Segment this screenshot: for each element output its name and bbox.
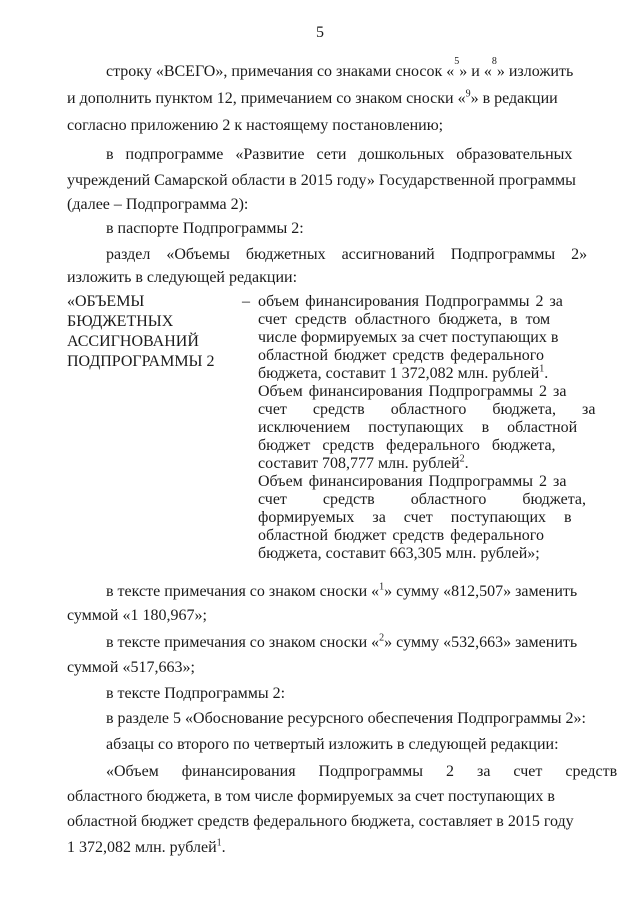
right-cell-line [258,400,596,420]
footnote-mark: 5 [454,56,460,67]
text-fragment: областного бюджета, в том числе формируемых за счет поступающих в [67,788,555,805]
paragraph-line [106,709,586,729]
text-fragment: счет средств областного бюджета, в том [258,311,551,328]
text-fragment: в тексте Подпрограммы 2: [106,685,286,702]
text-fragment: счет средств областного бюджета, за [258,401,596,418]
paragraph-line [106,632,578,653]
right-cell-line [258,526,556,546]
text-fragment: объем финансирования Подпрограммы 2 за [258,293,563,310]
footnote-mark: 1 [379,581,385,593]
text-fragment: областной бюджет средств федерального [258,347,544,364]
paragraph-line [106,145,573,165]
text-fragment: числе формируемых за счет поступающих в [258,329,559,346]
paragraph-line [67,171,576,191]
paragraph-line [67,838,226,858]
text-fragment: согласно приложению 2 к настоящему постановлению; [67,117,444,134]
left-cell-line: «ОБЪЕМЫ [67,293,145,310]
paragraph-line [106,684,285,704]
right-cell-line [258,328,559,348]
text-fragment: в паспорте Подпрограммы 2: [106,220,304,237]
text-fragment: суммой «1 180,967»; [67,607,207,624]
text-fragment: » и « [459,63,492,80]
text-fragment: «Объем финансирования Подпрограммы 2 за счет средств [106,763,618,780]
text-fragment: учреждений Самарской области в 2015 году» Государственной программы [67,172,576,189]
text-fragment: строку «ВСЕГО», примечания со знаками сносок « [106,63,455,80]
text-fragment: . [544,365,549,382]
text-fragment: » сумму «532,663» заменить [384,634,578,651]
right-cell-line [258,544,556,564]
right-cell-line [258,490,587,510]
paragraph-line [106,735,559,755]
right-cell-line [258,310,556,330]
text-fragment: в тексте примечания со знаком сноски « [106,583,380,600]
paragraph-line [67,812,574,832]
text-fragment: областной бюджет средств федерального бюджета, составляет в 2015 году [67,813,574,830]
paragraph-line [106,219,304,239]
text-fragment: » сумму «812,507» заменить [384,583,578,600]
footnote-mark: 2 [379,632,385,644]
left-cell-line: АССИГНОВАНИЙ [67,333,199,350]
paragraph-line [67,787,555,807]
text-fragment: 1 372,082 млн. рублей [67,839,217,856]
text-fragment: формируемых за счет поступающих в [258,509,572,526]
text-fragment: » изложить [496,63,574,80]
right-cell-line [258,472,567,492]
text-fragment: бюджета, составит 1 372,082 млн. рублей [258,365,540,382]
text-fragment: суммой «517,663»; [67,659,195,676]
right-cell-line [258,364,556,384]
left-cell-line: ПОДПРОГРАММЫ 2 [67,353,215,370]
right-cell-line [258,436,556,456]
text-fragment: раздел «Объемы бюджетных ассигнований Подпрограммы 2» [106,246,588,263]
text-fragment: в тексте примечания со знаком сноски « [106,634,380,651]
text-fragment: Объем финансирования Подпрограммы 2 за [258,383,567,400]
text-fragment: бюджет средств федерального бюджета, [258,437,556,454]
paragraph-line [67,116,443,136]
footnote-mark: 1 [216,837,222,849]
footnote-mark: 9 [465,88,471,100]
footnote-mark: 1 [539,363,545,375]
footnote-mark: 8 [491,56,497,67]
paragraph-line [67,195,248,215]
text-fragment: . [464,455,469,472]
right-cell-line [258,418,578,438]
right-cell-line [258,508,572,528]
text-fragment: (далее – Подпрограмма 2): [67,196,249,213]
paragraph-line [67,658,195,678]
text-fragment: в подпрограмме «Развитие сети дошкольных образовательных [106,146,573,163]
text-fragment: бюджета, составит 663,305 млн. рублей»; [258,545,540,562]
paragraph-line [67,89,557,109]
text-fragment: изложить в следующей редакции: [67,269,298,286]
paragraph-line [106,581,578,602]
right-cell-line [258,454,556,474]
text-fragment: абзацы со второго по четвертый изложить в следующей редакции: [106,736,559,753]
page-number: 5 [316,24,324,41]
footnote-mark: 2 [459,453,465,465]
paragraph-line [106,56,574,82]
left-cell-line: БЮДЖЕТНЫХ [67,313,174,330]
text-fragment: счет средств областного бюджета, [258,491,587,508]
text-fragment: исключением поступающих в областной [258,419,578,436]
text-fragment: . [221,839,226,856]
right-cell-line [258,292,563,312]
table-left-cell [67,292,215,372]
text-fragment: Объем финансирования Подпрограммы 2 за [258,473,567,490]
text-fragment: » в редакции [470,90,558,107]
text-fragment: и дополнить пунктом 12, примечанием со знаком сноски « [67,90,466,107]
table-dash: – [242,293,250,310]
right-cell-line [258,382,567,402]
text-fragment: областной бюджет средств федерального [258,527,544,544]
paragraph-line [67,268,297,288]
paragraph-line [106,762,617,782]
text-fragment: в разделе 5 «Обоснование ресурсного обеспечения Подпрограммы 2»: [106,710,586,727]
paragraph-line [106,245,587,265]
paragraph-line [67,606,207,626]
text-fragment: составит 708,777 млн. рублей [258,455,460,472]
right-cell-line [258,346,556,366]
